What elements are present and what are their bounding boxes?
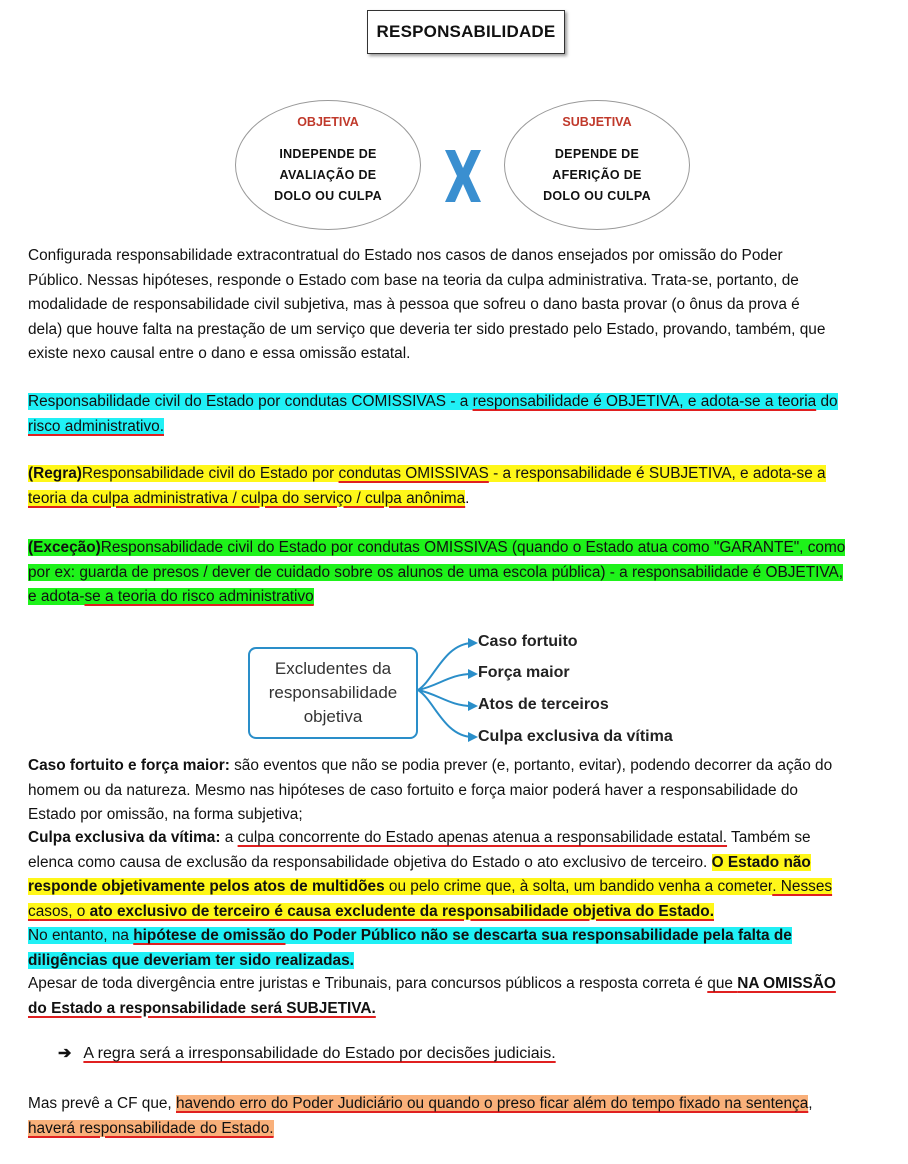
excludentes-line-3: objetiva <box>303 707 363 726</box>
cf-paragraph <box>28 1092 900 1141</box>
comissivas-text-1: Responsabilidade civil do Estado por condutas COMISSIVAS - a <box>28 393 473 410</box>
excludentes-line-1: Excludentes da <box>274 659 392 678</box>
apesar-text-3: NA OMISSÃO <box>737 975 836 992</box>
excludentes-line-2: responsabilidade <box>268 683 398 702</box>
subjetiva-line-2: AFERIÇÃO DE <box>552 168 642 182</box>
culpa-text-5: O Estado não <box>711 853 811 871</box>
comissivas-paragraph <box>28 390 900 439</box>
objetiva-line-2: AVALIAÇÃO DE <box>279 168 377 182</box>
entanto-text-1: No entanto, na <box>28 927 134 944</box>
excludentes-arrows <box>414 630 480 750</box>
apesar-text-4: do Estado a responsabilidade será SUBJETIVA. <box>28 999 376 1017</box>
apesar-text-1: Apesar de toda divergência entre juristas e Tribunais, para concursos públicos a resposta correta é <box>28 975 708 992</box>
intro-line-5: existe nexo causal entre o dano e essa omissão estatal. <box>28 345 411 362</box>
arrow-bullet-item <box>58 1042 556 1066</box>
culpa-paragraph <box>28 826 900 924</box>
excecao-tag: (Exceção) <box>28 539 101 556</box>
excludente-forca-maior: Força maior <box>478 664 570 681</box>
entanto-text-3: do Poder Público não se descarta sua responsabilidade pela falta de <box>285 927 792 944</box>
regra-text-3: - a responsabilidade é SUBJETIVA, e adota-se a <box>488 465 826 482</box>
comissivas-text-4: risco administrativo. <box>28 417 164 435</box>
subjetiva-heading: SUBJETIVA <box>562 115 632 129</box>
culpa-text-2: culpa concorrente do Estado apenas atenua a responsabilidade estatal. <box>237 829 728 846</box>
regra-text-5: . <box>465 489 470 507</box>
caso-text-3: Estado por omissão, na forma subjetiva; <box>28 806 303 823</box>
regra-text-2: condutas OMISSIVAS <box>338 465 489 482</box>
culpa-label: Culpa exclusiva da vítima: <box>28 829 221 846</box>
cf-text-4: haverá responsabilidade do Estado. <box>28 1119 274 1137</box>
arrow-right-icon: ➔ <box>58 1045 72 1062</box>
culpa-text-8: . Nesses <box>772 878 833 895</box>
regra-tag: (Regra) <box>28 465 82 482</box>
intro-line-1: Configurada responsabilidade extracontratual do Estado nos casos de danos ensejados por omissão do Poder <box>28 247 783 264</box>
regra-paragraph <box>28 462 900 511</box>
excludente-caso-fortuito: Caso fortuito <box>478 633 578 650</box>
culpa-text-10: ato exclusivo de terceiro é causa excludente da responsabilidade objetiva do Estado. <box>89 902 714 920</box>
comissivas-text-2: responsabilidade é OBJETIVA, e adota-se a teoria <box>472 393 817 410</box>
culpa-text-9: casos, o <box>28 902 90 920</box>
intro-paragraph <box>28 244 900 367</box>
cf-text-2: havendo erro do Poder Judiciário ou quando o preso ficar além do tempo fixado na sentença <box>176 1095 809 1112</box>
excludente-culpa-vitima: Culpa exclusiva da vítima <box>478 728 673 745</box>
cf-text-1: Mas prevê a CF que, <box>28 1095 176 1112</box>
caso-label: Caso fortuito e força maior: <box>28 757 230 774</box>
entanto-text-2: hipótese de omissão <box>133 927 286 944</box>
intro-line-3: modalidade de responsabilidade civil subjetiva, mas à pessoa que sofreu o dano basta provar (o ônus da prova é <box>28 296 800 313</box>
culpa-text-6: responde objetivamente pelos atos de multidões <box>28 878 385 895</box>
objetiva-ellipse <box>235 100 421 230</box>
excludentes-box <box>248 647 418 739</box>
excludente-atos-terceiros: Atos de terceiros <box>478 696 609 713</box>
regra-text-4: teoria da culpa administrativa / culpa do serviço / culpa anônima <box>28 489 466 507</box>
culpa-text-7: ou pelo crime que, à solta, um bandido venha a cometer <box>384 878 773 895</box>
apesar-text-2: que <box>707 975 738 992</box>
comissivas-text-3: do <box>816 393 838 410</box>
excecao-text-1: Responsabilidade civil do Estado por condutas OMISSIVAS (quando o Estado atua como "GARANTE", como <box>100 539 846 556</box>
entanto-paragraph <box>28 924 900 973</box>
objetiva-line-3: DOLO OU CULPA <box>274 189 382 203</box>
subjetiva-line-3: DOLO OU CULPA <box>543 189 651 203</box>
page-title: RESPONSABILIDADE <box>367 10 565 54</box>
objetiva-line-1: INDEPENDE DE <box>279 147 377 161</box>
subjetiva-line-1: DEPENDE DE <box>554 147 640 161</box>
caso-fortuito-paragraph <box>28 754 900 828</box>
intro-line-4: dela) que houve falta na prestação de um serviço que deveria ter sido prestado pelo Estado, provando, também, que <box>28 320 826 338</box>
apesar-paragraph <box>28 972 900 1021</box>
regra-judicial-text: A regra será a irresponsabilidade do Estado por decisões judiciais. <box>83 1045 556 1062</box>
caso-text-1: são eventos que não se podia prever (e, portanto, evitar), podendo decorrer da ação do <box>229 757 833 774</box>
culpa-text-4: elenca como causa de exclusão da responsabilidade objetiva do Estado o ato exclusivo de terceiro. <box>28 853 712 871</box>
entanto-text-4: diligências que deveriam ter sido realizadas. <box>28 951 354 969</box>
culpa-text-1: a <box>220 829 238 846</box>
excecao-text-4: se a teoria do risco administrativo <box>84 588 314 605</box>
excecao-text-3: e adota- <box>28 588 85 605</box>
intro-line-2: Público. Nessas hipóteses, responde o Estado com base na teoria da culpa administrativa. Trata-se, portanto, de <box>28 271 799 289</box>
cf-text-3: , <box>808 1095 813 1112</box>
caso-text-2: homem ou da natureza. Mesmo nas hipóteses de caso fortuito e força maior poderá haver a responsabilidade do <box>28 781 798 799</box>
objetiva-heading: OBJETIVA <box>297 115 359 129</box>
versus-x-icon <box>443 148 483 204</box>
subjetiva-ellipse <box>504 100 690 230</box>
regra-text-1: Responsabilidade civil do Estado por <box>81 465 339 482</box>
excecao-paragraph <box>28 536 900 610</box>
culpa-text-3: Também se <box>727 829 811 846</box>
excecao-text-2: por ex: guarda de presos / dever de cuidado sobre os alunos de uma escola pública) - a responsabilidade é OBJETIVA, <box>28 563 844 581</box>
